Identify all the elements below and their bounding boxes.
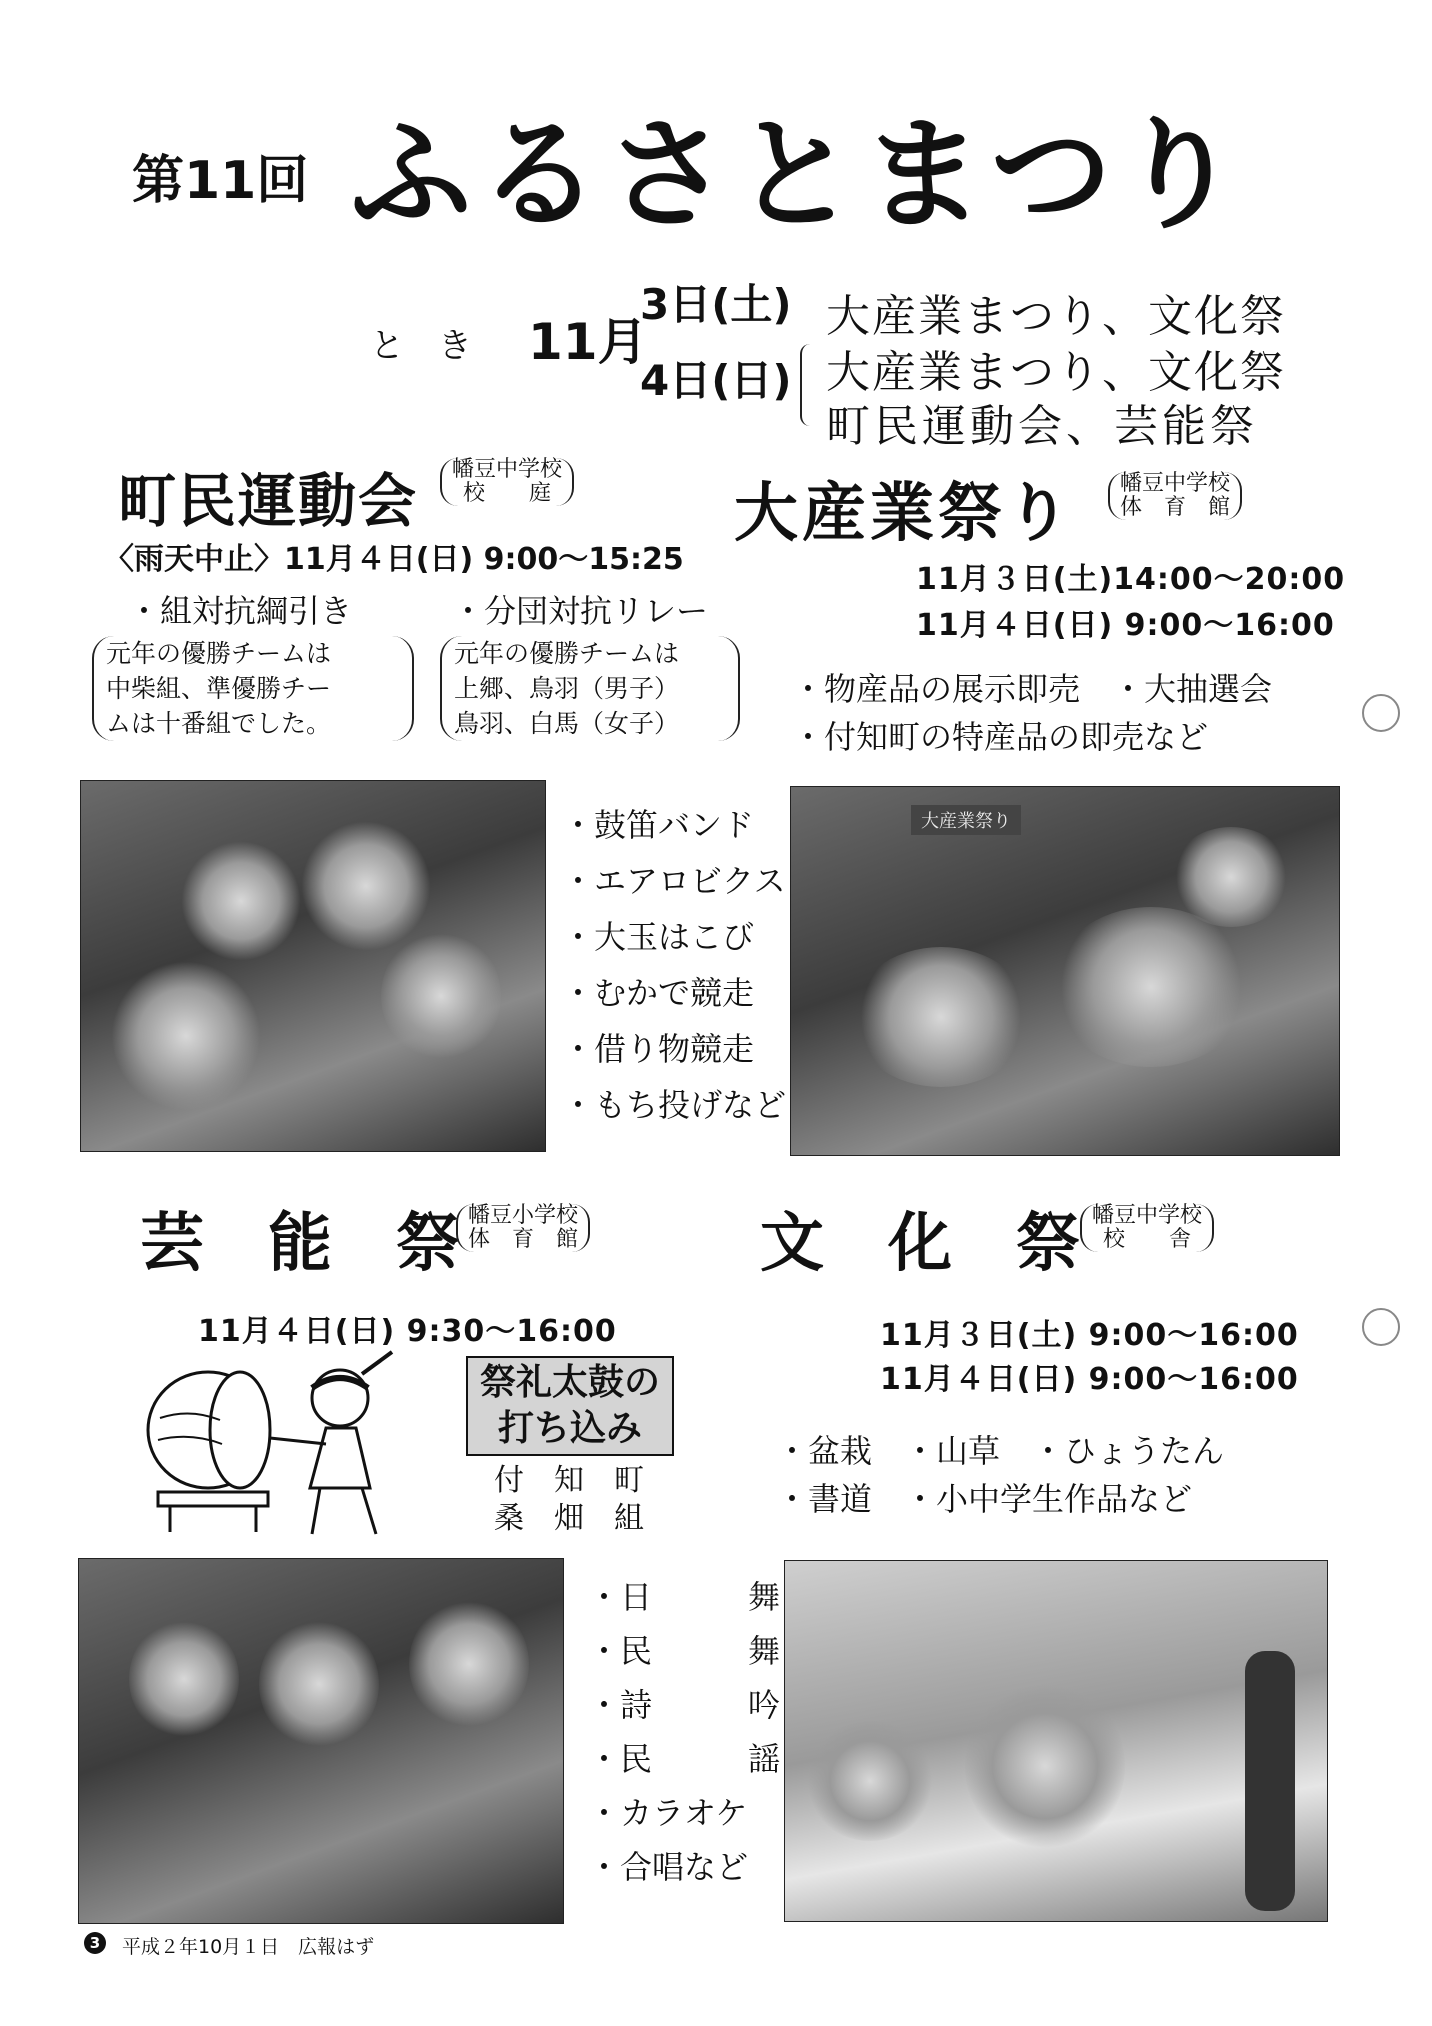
performing-list-item: ・カラオケ <box>588 1794 748 1832</box>
sports-venue <box>440 458 574 506</box>
taiko-title-box <box>466 1356 674 1456</box>
day2-label: 4日(日) <box>640 356 792 405</box>
taiko-title-line2: 打ち込み <box>498 1408 643 1449</box>
culture-venue-line1: 幡豆中学校 <box>1092 1203 1203 1228</box>
culture-items-2: ・書道 ・小中学生作品など <box>776 1480 1193 1518</box>
day1-events: 大産業まつり、文化祭 <box>826 291 1286 342</box>
sports-event-2: ・分団対抗リレー <box>452 592 709 630</box>
performing-list-item: ・民 謡 <box>588 1740 781 1778</box>
sports-list-item: ・借り物競走 <box>562 1030 755 1068</box>
performing-venue <box>456 1204 590 1252</box>
industry-venue-line2: 体 育 館 <box>1120 495 1231 520</box>
industry-time-2: 11月４日(日) 9:00～16:00 <box>916 608 1335 643</box>
sports-venue-line1: 幡豆中学校 <box>452 457 563 482</box>
note1-line: 元年の優勝チームは <box>106 639 332 668</box>
sports-event-1: ・組対抗綱引き <box>128 592 353 630</box>
performing-list-item: ・合唱など <box>588 1848 749 1886</box>
taiko-drummer-illustration <box>130 1348 426 1544</box>
taiko-group <box>494 1462 644 1538</box>
performing-time: 11月４日(日) 9:30～16:00 <box>198 1314 617 1349</box>
industry-time-1: 11月３日(土)14:00～20:00 <box>916 562 1346 597</box>
sports-venue-line2: 校 庭 <box>463 481 552 506</box>
day2-events-2: 町民運動会、芸能祭 <box>826 401 1258 452</box>
photo-banner: 大産業祭り <box>911 805 1021 835</box>
taiko-group-line1: 付 知 町 <box>494 1463 644 1498</box>
industry-title: 大産業祭り <box>734 477 1074 551</box>
taiko-title-line1: 祭礼太鼓の <box>480 1362 661 1403</box>
culture-venue <box>1080 1204 1214 1252</box>
culture-venue-line2: 校 舎 <box>1103 1227 1192 1252</box>
performing-list-item: ・民 舞 <box>588 1632 781 1670</box>
sports-note-2 <box>440 636 740 741</box>
edition-label: 第11回 <box>132 151 309 211</box>
performing-venue-line2: 体 育 館 <box>468 1227 579 1252</box>
culture-title: 文 化 祭 <box>760 1207 1080 1281</box>
note2-line: 元年の優勝チームは <box>454 639 680 668</box>
sports-list-item: ・大玉はこび <box>562 918 755 956</box>
sports-photo <box>80 780 546 1152</box>
culture-time-1: 11月３日(土) 9:00～16:00 <box>880 1318 1299 1353</box>
day2-events-1: 大産業まつり、文化祭 <box>826 347 1286 398</box>
toki-label: と き <box>370 326 472 366</box>
month-label: 11月 <box>528 313 648 371</box>
sports-list-item: ・エアロビクス <box>562 862 786 900</box>
culture-items-1: ・盆栽 ・山草 ・ひょうたん <box>776 1432 1225 1470</box>
note2-line: 上郷、鳥羽（男子） <box>454 674 680 703</box>
sports-note-1 <box>92 636 414 741</box>
sports-list-item: ・もち投げなど <box>562 1086 787 1124</box>
note1-line: 中柴組、準優勝チー <box>106 674 332 703</box>
sports-title: 町民運動会 <box>118 467 419 535</box>
performing-list-item: ・日 舞 <box>588 1578 781 1616</box>
performing-list-item: ・詩 吟 <box>588 1686 781 1724</box>
sports-list-item: ・むかで競走 <box>562 974 755 1012</box>
binder-hole <box>1362 694 1400 732</box>
industry-venue-line1: 幡豆中学校 <box>1120 471 1231 496</box>
culture-time-2: 11月４日(日) 9:00～16:00 <box>880 1362 1299 1397</box>
page-number-badge: 3 <box>84 1932 106 1954</box>
performing-photo <box>78 1558 564 1924</box>
industry-items-1: ・物産品の展示即売 ・大抽選会 <box>792 670 1273 708</box>
performing-title: 芸 能 祭 <box>140 1207 460 1281</box>
page-title: ふるさとまつり <box>350 104 1246 246</box>
note1-line: ムは十番組でした。 <box>106 709 332 738</box>
day2-brace <box>800 344 814 426</box>
day1-label: 3日(土) <box>640 280 792 329</box>
taiko-group-line2: 桑 畑 組 <box>494 1501 644 1536</box>
industry-items-2: ・付知町の特産品の即売など <box>792 718 1209 756</box>
performing-venue-line1: 幡豆小学校 <box>468 1203 579 1228</box>
note2-line: 鳥羽、白馬（女子） <box>454 709 680 738</box>
sports-schedule: 〈雨天中止〉11月４日(日) 9:00～15:25 <box>104 542 684 577</box>
industry-venue <box>1108 472 1242 520</box>
industry-photo <box>790 786 1340 1156</box>
culture-photo <box>784 1560 1328 1922</box>
binder-hole <box>1362 1308 1400 1346</box>
footer-text: 平成２年10月１日 広報はず <box>122 1936 375 1958</box>
sports-list-item: ・鼓笛バンド <box>562 806 755 844</box>
